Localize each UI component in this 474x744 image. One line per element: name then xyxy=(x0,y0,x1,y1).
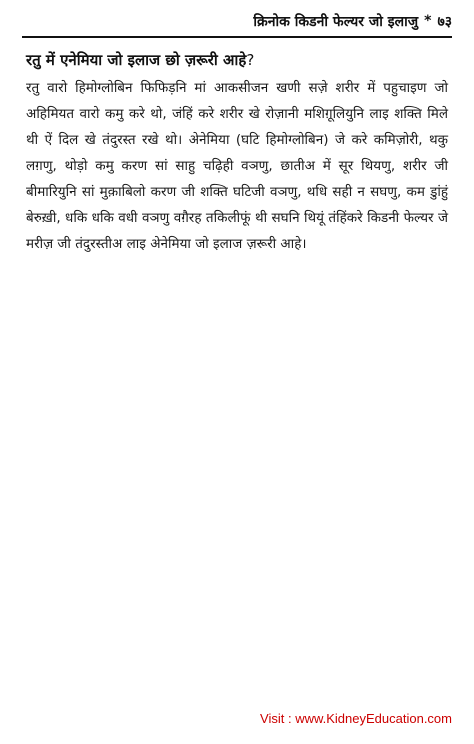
body-paragraph: रतु वारो हिमोग्लोबिन फिफिड़नि मां आकसीजन खणी सज़े शरीर में पहुचाइण जो अहिमियत वारो कमु करे थो, जंहिं करे शरीर खे रोज़ानी मशिग़ूलियुनि लाइ शक्ति मिले थी ऐं दिल खे तंदुरस्त रखे थो। अेनेमिया (घटि हिमोग्लोबिन) जे करे कमिज़ोरी, थकु लग़णु, थोड़ो कमु करण सां साहु चढ़िही वञणु, छातीअ में सूर थियणु, शरीर जी बीमारियुनि सां मुक़ाबिलो करण जी शक्ति घटिजी वञणु, थधि सही न सघणु, कम डुांहुं बेरुख़ी, धकि धकि वधी वञणु वग़ैरह तकिलीफूं थी सघनि थियूं तंहिंकरे किडनी फेल्यर जे मरीज़ जी तंदुरस्तीअ लाइ अेनेमिया जो इलाज ज़रूरी आहे। xyxy=(26,80,448,252)
page-number: ७३ xyxy=(437,13,452,30)
running-header xyxy=(22,8,452,34)
section-title xyxy=(26,50,452,70)
header-rule xyxy=(22,36,452,38)
footer-website-link[interactable]: Visit : www.KidneyEducation.com xyxy=(260,711,452,726)
header-separator: * xyxy=(424,13,432,29)
section-title-mark: ? xyxy=(246,51,255,69)
running-title: क्रिनोक किडनी फेल्यर जो इलाजु xyxy=(253,13,419,30)
section-title-text: रतु में एनेमिया जो इलाज छो ज़रूरी आहे xyxy=(26,51,247,69)
